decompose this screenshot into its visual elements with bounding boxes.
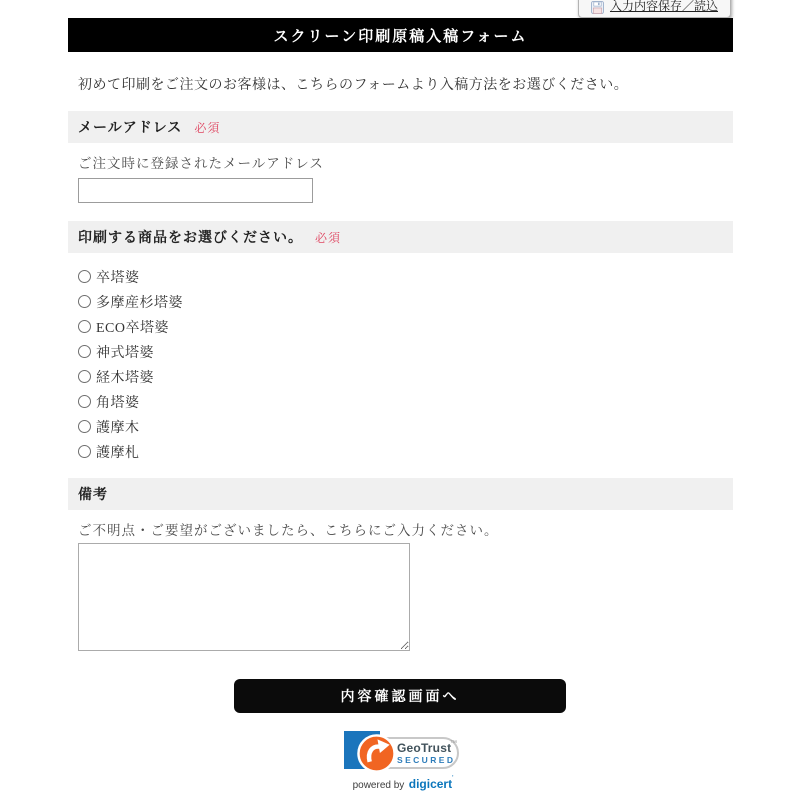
memo-textarea[interactable] — [78, 543, 410, 651]
powered-by-text: powered by — [352, 780, 405, 791]
radio-button-icon[interactable] — [78, 320, 91, 333]
radio-button-icon[interactable] — [78, 295, 91, 308]
radio-option-eco-sotoba[interactable] — [78, 314, 478, 339]
digicert-tm: ' — [452, 775, 454, 782]
geotrust-brand-text: GeoTrust — [397, 740, 452, 755]
radio-option-shinshiki-toba[interactable] — [78, 339, 478, 364]
section-header-product — [68, 221, 733, 253]
radio-option-kyogi-toba[interactable] — [78, 364, 478, 389]
radio-option-label: 経木塔婆 — [96, 370, 154, 386]
section-header-email — [68, 111, 733, 143]
email-section-title: メールアドレス — [78, 121, 183, 136]
geotrust-arrow-icon — [357, 734, 396, 773]
radio-option-tamasan-sugi-toba[interactable] — [78, 289, 478, 314]
powered-by-digicert — [342, 775, 464, 793]
required-badge: 必須 — [194, 120, 221, 135]
radio-option-label: 卒塔婆 — [96, 270, 140, 286]
radio-option-kaku-toba[interactable] — [78, 389, 478, 414]
radio-button-icon[interactable] — [78, 370, 91, 383]
product-radio-group — [78, 264, 478, 464]
radio-button-icon[interactable] — [78, 445, 91, 458]
intro-text: 初めて印刷をご注文のお客様は、こちらのフォームより入稿方法をお選びください。 — [78, 78, 629, 93]
radio-button-icon[interactable] — [78, 395, 91, 408]
radio-option-label: ECO卒塔婆 — [96, 320, 169, 336]
email-field-label: ご注文時に登録されたメールアドレス — [78, 156, 324, 171]
section-header-memo — [68, 478, 733, 510]
radio-button-icon[interactable] — [78, 270, 91, 283]
radio-option-gomagi[interactable] — [78, 414, 478, 439]
radio-option-label: 護摩札 — [96, 445, 140, 461]
radio-option-gomafuda[interactable] — [78, 439, 478, 464]
radio-option-label: 角塔婆 — [96, 395, 140, 411]
email-input[interactable] — [78, 178, 313, 203]
radio-option-label: 護摩木 — [96, 420, 140, 436]
required-badge: 必須 — [315, 230, 342, 245]
radio-option-label: 神式塔婆 — [96, 345, 154, 361]
save-load-label: 入力内容保存／読込 — [609, 0, 718, 13]
radio-button-icon[interactable] — [78, 420, 91, 433]
radio-option-sotoba[interactable] — [78, 264, 478, 289]
memo-section-title: 備考 — [78, 488, 108, 503]
memo-field-label: ご不明点・ご要望がございましたら、こちらにご入力ください。 — [78, 523, 499, 538]
trademark-symbol: ™ — [450, 740, 457, 747]
page-title: スクリーン印刷原稿入稿フォーム — [273, 28, 528, 45]
digicert-logo-text: digicert — [408, 777, 453, 791]
confirm-button[interactable] — [234, 679, 566, 713]
form-header — [68, 18, 733, 52]
radio-option-label: 多摩産杉塔婆 — [96, 295, 183, 311]
geotrust-secured-seal[interactable] — [342, 729, 464, 789]
floppy-disk-icon — [591, 1, 604, 14]
product-section-title: 印刷する商品をお選びください。 — [78, 231, 303, 246]
confirm-button-label: 内容確認画面へ — [340, 690, 460, 705]
save-load-button[interactable] — [578, 0, 731, 18]
geotrust-secured-text: SECURED — [397, 754, 456, 765]
radio-button-icon[interactable] — [78, 345, 91, 358]
